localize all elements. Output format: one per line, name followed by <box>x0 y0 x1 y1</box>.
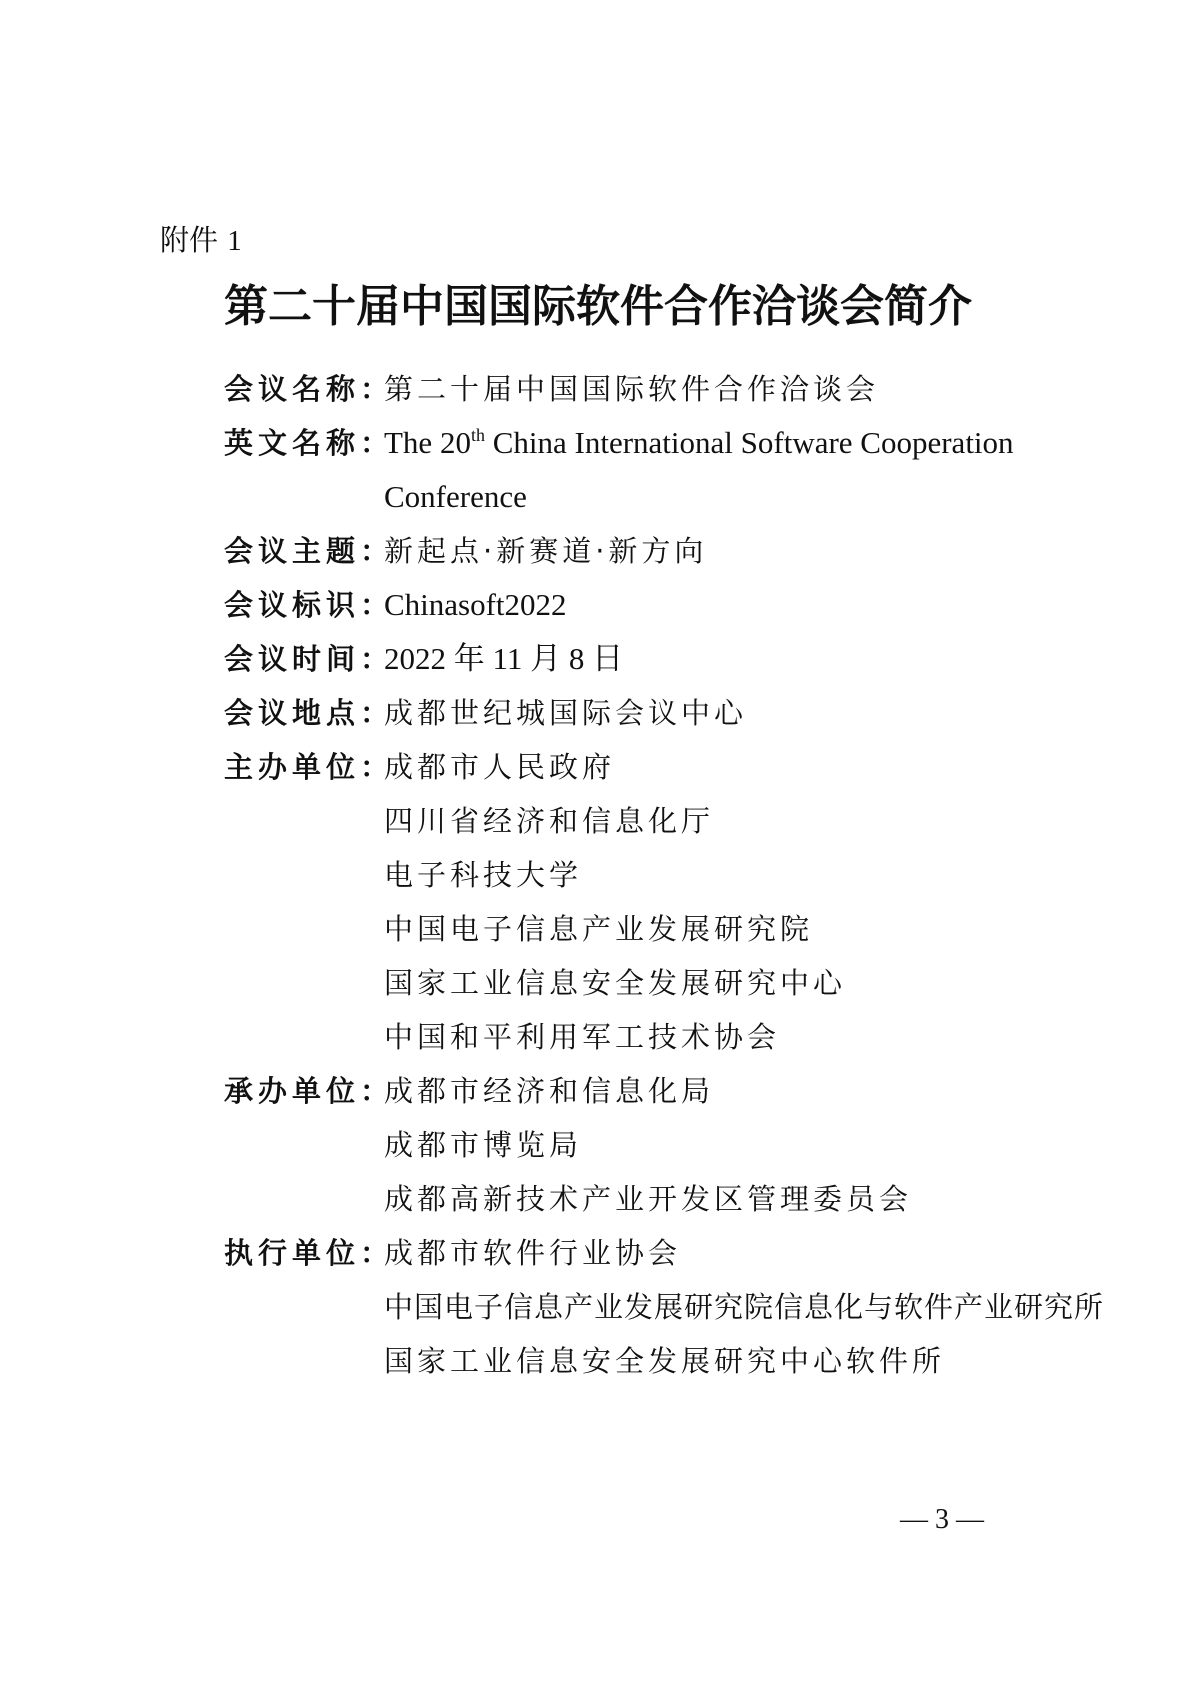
field-venue-label: 会议地点： <box>224 696 395 730</box>
field-time-label: 会议时间： <box>224 642 395 676</box>
host-item: 成都市博览局 <box>384 1128 583 1162</box>
english-name-part1: The 20 <box>384 425 471 460</box>
document-title: 第二十届中国国际软件合作洽谈会简介 <box>224 281 972 332</box>
host-item: 成都高新技术产业开发区管理委员会 <box>384 1182 913 1216</box>
attachment-number: 1 <box>227 225 242 257</box>
field-english-name-label: 英文名称： <box>224 426 395 460</box>
organizer-item: 国家工业信息安全发展研究中心 <box>384 966 847 1000</box>
field-venue-value: 成都世纪城国际会议中心 <box>384 696 748 730</box>
organizer-item: 四川省经济和信息化厅 <box>384 804 715 838</box>
page-number: — 3 — <box>900 1504 984 1535</box>
field-name-label: 会议名称： <box>224 372 395 406</box>
field-time-value: 2022 年 11 月 8 日 <box>384 641 624 676</box>
host-item: 成都市经济和信息化局 <box>384 1074 715 1108</box>
english-name-superscript: th <box>470 425 485 445</box>
field-theme-label: 会议主题： <box>224 534 395 568</box>
english-name-part2: China International Software Cooperation <box>484 425 1014 460</box>
field-identifier-value: Chinasoft2022 <box>384 587 567 622</box>
executor-item: 国家工业信息安全发展研究中心软件所 <box>384 1344 946 1378</box>
field-identifier-label: 会议标识： <box>224 588 395 622</box>
organizer-item: 中国电子信息产业发展研究院 <box>384 912 814 946</box>
field-executors-label: 执行单位： <box>224 1236 395 1270</box>
field-english-name-line2: Conference <box>384 479 527 514</box>
field-english-name-value <box>384 414 1014 472</box>
attachment-label <box>160 220 242 261</box>
attachment-text: 附件 <box>160 223 219 257</box>
field-hosts-label: 承办单位： <box>224 1074 395 1108</box>
executor-item: 中国电子信息产业发展研究院信息化与软件产业研究所 <box>384 1290 1105 1324</box>
executor-item: 成都市软件行业协会 <box>384 1236 682 1270</box>
organizer-item: 电子科技大学 <box>384 858 583 892</box>
organizer-item: 成都市人民政府 <box>384 750 616 784</box>
field-theme-value: 新起点·新赛道·新方向 <box>384 534 708 568</box>
field-organizers-label: 主办单位： <box>224 750 395 784</box>
organizer-item: 中国和平利用军工技术协会 <box>384 1020 781 1054</box>
field-name-value: 第二十届中国国际软件合作洽谈会 <box>384 372 880 406</box>
